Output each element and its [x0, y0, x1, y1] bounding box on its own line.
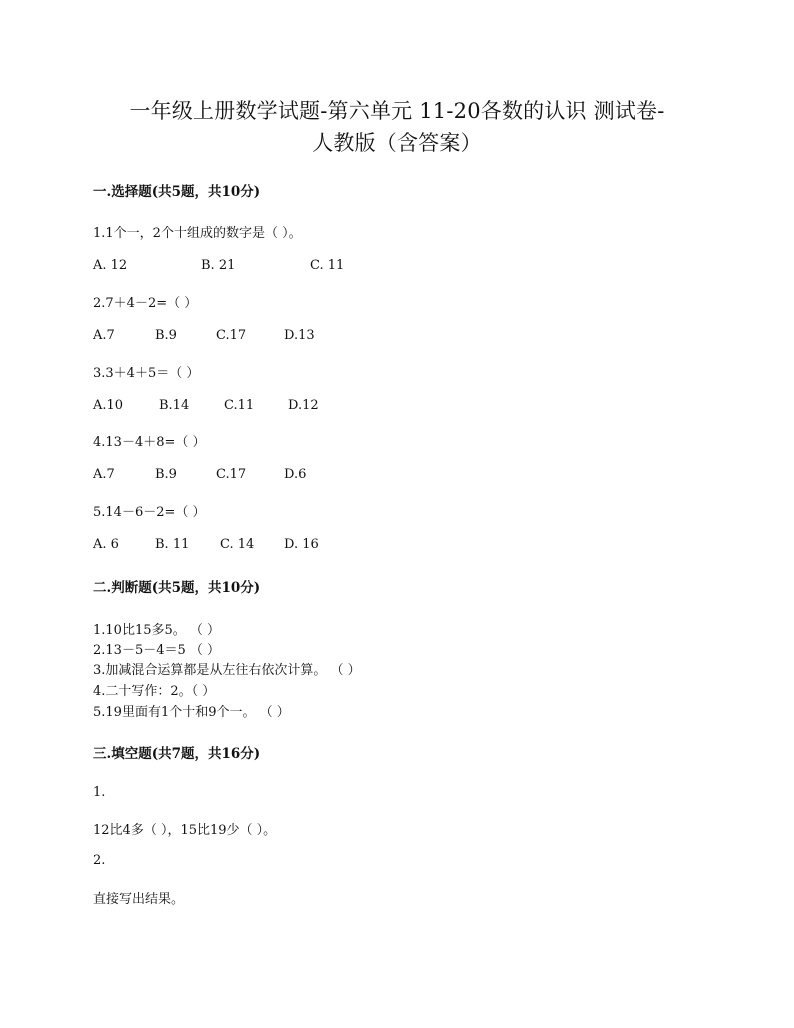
question-number: 2. [93, 853, 106, 868]
document-title-line-2: 人教版（含答案） [312, 131, 482, 155]
option-c: C.17 [216, 328, 247, 343]
option-c: C. 14 [220, 537, 255, 552]
document-title-line-1: 一年级上册数学试题-第六单元 11-20各数的认识 测试卷- [129, 99, 665, 123]
option-c: C.17 [216, 467, 247, 482]
judgment-item: 4.二十写作：2。（ ） [93, 684, 216, 699]
question-number: 1. [93, 785, 106, 800]
option-b: B.9 [155, 467, 177, 482]
option-d: D.6 [284, 467, 307, 482]
option-d: D.13 [284, 328, 315, 343]
option-a: A.7 [93, 328, 115, 343]
option-c: C.11 [224, 398, 255, 413]
option-b: B. 21 [201, 258, 236, 273]
option-a: A. 12 [93, 258, 128, 273]
question-text: 5.14－6－2=（ ） [93, 505, 206, 520]
section-heading-choice: 一.选择题(共5题，共10分) [93, 184, 261, 200]
option-d: D. 16 [284, 537, 319, 552]
option-b: B.14 [159, 398, 190, 413]
question-text: 1.1个一，2个十组成的数字是（ ）。 [93, 226, 302, 241]
question-text: 4.13－4＋8=（ ） [93, 435, 206, 450]
section-heading-judgment: 二.判断题(共5题，共10分) [93, 580, 261, 596]
option-b: B. 11 [155, 537, 190, 552]
section-heading-fill-blank: 三.填空题(共7题，共16分) [93, 746, 261, 762]
option-d: D.12 [288, 398, 319, 413]
judgment-item: 3.加减混合运算都是从左往右依次计算。 （ ） [93, 663, 361, 678]
option-a: A.10 [93, 398, 124, 413]
option-a: A.7 [93, 467, 115, 482]
judgment-item: 2.13－5－4＝5 （ ） [93, 643, 221, 658]
question-text: 2.7＋4－2=（ ） [93, 296, 198, 311]
option-b: B.9 [155, 328, 177, 343]
judgment-item: 5.19里面有1个十和9个一。 （ ） [93, 705, 290, 720]
question-text: 直接写出结果。 [93, 892, 185, 907]
question-text: 3.3＋4＋5＝（ ） [93, 366, 200, 381]
option-c: C. 11 [310, 258, 345, 273]
option-a: A. 6 [93, 537, 119, 552]
judgment-item: 1.10比15多5。 （ ） [93, 623, 221, 638]
question-text: 12比4多（ ），15比19少（ ）。 [93, 823, 277, 838]
